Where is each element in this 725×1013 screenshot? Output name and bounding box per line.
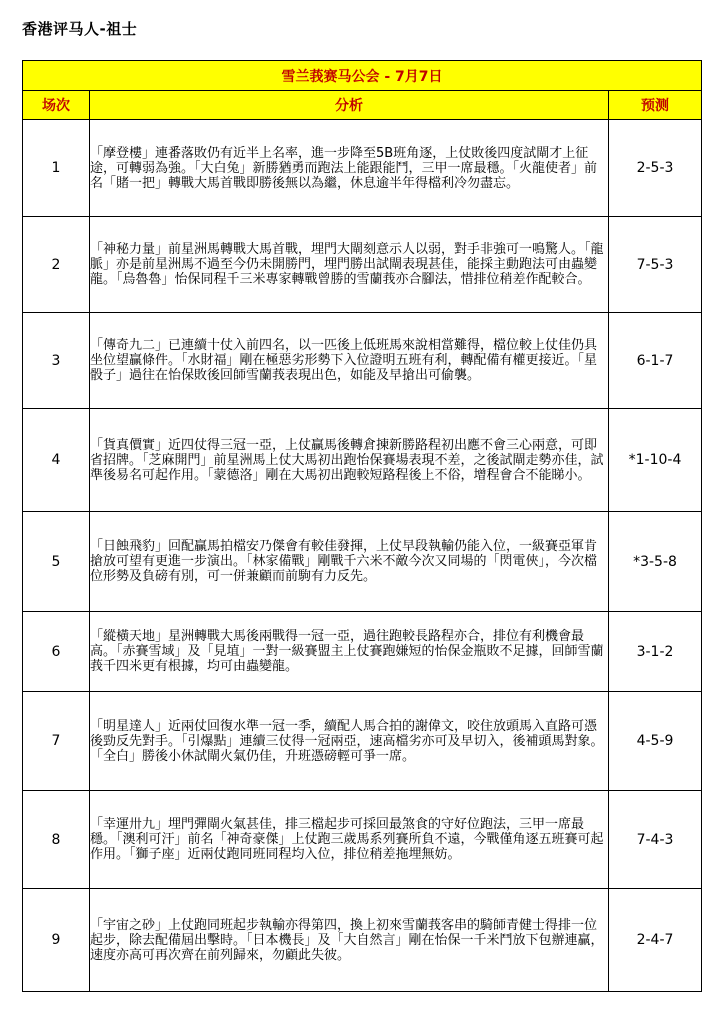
table-row	[23, 120, 702, 217]
header-analysis: 分析	[90, 91, 609, 120]
race-analysis: 「神秘力量」前星洲馬轉戰大馬首戰，埋門大閘刻意示人以弱，對手非強可一鳴驚人。「龍脈」亦是前星洲馬不過至今仍未開勝門，埋門勝出試閘表現甚佳，能採主動跑法可由蟲變龍。「烏魯魯」怡保同程千三米專家轉戰曾勝的雪蘭莪亦合腳法，惜排位稍差作配較合。	[90, 217, 609, 313]
race-analysis: 「日蝕飛豹」回配贏馬拍檔安乃傑會有較佳發揮，上仗早段執輸仍能入位，一級賽亞軍肯搶放可望有更進一步演出。「林家備戰」剛戰千六米不敵今次又同場的「閃電俠」，今次檔位形勢及負磅有別，可一併兼顧而前駒有力反先。	[90, 512, 609, 612]
race-number: 8	[23, 791, 90, 889]
race-prediction: 2-4-7	[609, 889, 702, 992]
race-tips-table	[22, 60, 702, 992]
header-prediction: 预测	[609, 91, 702, 120]
page-header: 香港评马人-祖士	[22, 20, 138, 38]
race-number: 6	[23, 612, 90, 692]
race-analysis: 「宇宙之砂」上仗跑同班起步執輸亦得第四，換上初來雪蘭莪客串的騎師青健士得排一位起步，除去配備屆出擊時。「日本機長」及「大自然言」剛在怡保一千米鬥放下包辦連贏，速度亦高可再次齊在前列歸來，勿顧此失彼。	[90, 889, 609, 992]
table-title: 雪兰莪赛马公会 - 7月7日	[23, 61, 702, 91]
column-header-row	[23, 91, 702, 120]
race-analysis: 「縱橫天地」星洲轉戰大馬後兩戰得一冠一亞，過往跑較長路程亦合，排位有利機會最高。「赤賽雪域」及「見埴」一對一級賽盟主上仗賽跑嫌短的怡保金瓶敗不足據，回師雪蘭莪千四米更有根據，均可由蟲變龍。	[90, 612, 609, 692]
race-number: 4	[23, 409, 90, 512]
race-prediction: 6-1-7	[609, 313, 702, 409]
race-number: 3	[23, 313, 90, 409]
table-row	[23, 889, 702, 992]
race-prediction: 7-5-3	[609, 217, 702, 313]
race-number: 1	[23, 120, 90, 217]
race-number: 5	[23, 512, 90, 612]
table-title-row	[23, 61, 702, 91]
race-prediction: 3-1-2	[609, 612, 702, 692]
race-analysis: 「幸運卅九」埋門彈閘火氣甚佳，排三檔起步可採回最煞食的守好位跑法，三甲一席最穩。「澳利可汗」前名「神奇豪傑」上仗跑三歲馬系列賽所負不遠，今戰僅角逐五班賽可起作用。「獅子座」近兩仗跑同班同程均入位，排位稍差拖埋無妨。	[90, 791, 609, 889]
race-analysis: 「摩登樓」連番落敗仍有近半上名率，進一步降至5B班角逐，上仗敗後四度試閘才上征途，可轉弱為強。「大白兔」新勝猶勇而跑法上能跟能鬥，三甲一席最穩。「火龍使者」前名「賭一把」轉戰大馬首戰即勝後無以為繼，休息逾半年得檔利冷勿盡忘。	[90, 120, 609, 217]
race-analysis: 「傳奇九二」已連續十仗入前四名，以一匹後上低班馬來說相當難得，檔位較上仗佳仍具坐位望贏條件。「水財福」剛在極惡劣形勢下入位證明五班有利，轉配備有權更接近。「星骰子」過往在怡保敗後回師雪蘭莪表現出色，如能及早搶出可偷襲。	[90, 313, 609, 409]
table-row	[23, 409, 702, 512]
race-prediction: 7-4-3	[609, 791, 702, 889]
table-row	[23, 217, 702, 313]
race-number: 7	[23, 692, 90, 791]
race-prediction: 2-5-3	[609, 120, 702, 217]
race-prediction: 4-5-9	[609, 692, 702, 791]
table-row	[23, 313, 702, 409]
table-row	[23, 791, 702, 889]
race-analysis: 「明星達人」近兩仗回復水準一冠一季，續配人馬合拍的謝偉文，咬住放頭馬入直路可憑後勁反先對手。「引爆點」連續三仗得一冠兩亞，速高檔劣亦可及早切入，後補頭馬對象。「全白」勝後小休試閘火氣仍佳，升班憑磅輕可爭一席。	[90, 692, 609, 791]
table-row	[23, 692, 702, 791]
header-race: 场次	[23, 91, 90, 120]
table-row	[23, 512, 702, 612]
race-number: 9	[23, 889, 90, 992]
race-prediction: *3-5-8	[609, 512, 702, 612]
table-row	[23, 612, 702, 692]
race-number: 2	[23, 217, 90, 313]
race-prediction: *1-10-4	[609, 409, 702, 512]
race-analysis: 「貨真價實」近四仗得三冠一亞，上仗贏馬後轉倉揀新勝路程初出應不會三心兩意，可即省招牌。「芝麻開門」前星洲馬上仗大馬初出跑怡保賽場表現不差，之後試閘走勢亦佳，試準後易名可起作用。「蒙德洛」剛在大馬初出跑較短路程後上不俗，增程會合不能睇小。	[90, 409, 609, 512]
